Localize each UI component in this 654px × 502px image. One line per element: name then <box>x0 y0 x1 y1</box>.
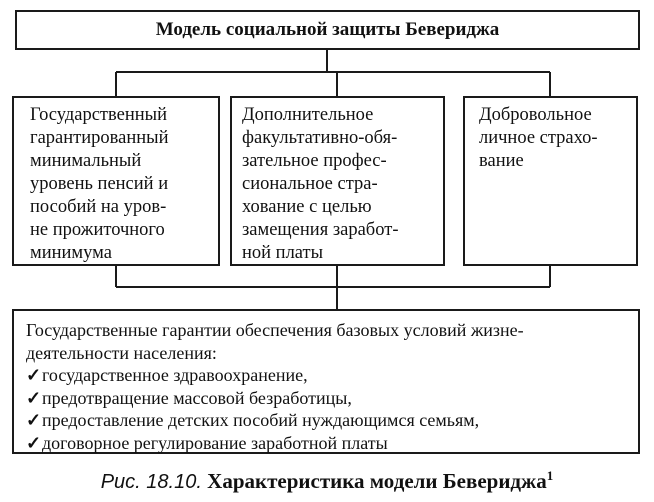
guarantee-item-text: предоставление детских пособий нуждающимся семьям, <box>42 410 480 430</box>
column-line: не прожиточного <box>30 220 165 240</box>
column-line: вание <box>479 151 524 171</box>
diagram-title: Модель социальной защиты Бевериджа <box>155 19 500 40</box>
column-box-voluntary-insurance <box>463 96 638 266</box>
guarantee-item <box>26 432 628 455</box>
column-line: гарантированный <box>30 128 169 148</box>
figure-caption <box>0 468 654 494</box>
footnote-marker: 1 <box>546 468 554 483</box>
diagram-title-box <box>15 10 640 50</box>
checkmark-icon: ✓ <box>26 410 42 430</box>
checkmark-icon: ✓ <box>26 387 42 408</box>
column-line: Дополнительное <box>242 105 374 125</box>
column-line: Государственный <box>30 105 167 125</box>
column-line: зательное профес- <box>242 151 387 171</box>
column-box-professional-insurance <box>230 96 445 266</box>
guarantee-item-text: государственное здравоохранение, <box>42 365 308 385</box>
guarantee-item-text: договорное регулирование заработной платы <box>42 432 388 453</box>
guarantee-item <box>26 364 628 387</box>
column-line: хование с целью <box>242 197 372 217</box>
column-line: ной платы <box>242 243 324 263</box>
column-box-state-minimum <box>12 96 220 266</box>
figure-title: Характеристика модели Бевериджа <box>207 469 547 493</box>
state-guarantees-box <box>12 309 640 454</box>
figure-number: Рис. 18.10. <box>100 471 202 493</box>
column-line: минимальный <box>30 151 142 171</box>
column-line: пособий на уров- <box>30 197 167 217</box>
guarantee-item <box>26 409 628 432</box>
column-line: минимума <box>30 243 112 263</box>
guarantee-item <box>26 387 628 410</box>
column-line: Добровольное <box>479 105 592 125</box>
checkmark-icon: ✓ <box>26 432 42 453</box>
guarantee-item-text: предотвращение массовой безработицы, <box>42 387 352 408</box>
column-line: уровень пенсий и <box>30 174 169 194</box>
column-line: замещения заработ- <box>242 220 399 240</box>
guarantees-intro-line: Государственные гарантии обеспечения базовых условий жизне- <box>26 320 524 340</box>
guarantees-intro-line: деятельности населения: <box>26 342 217 363</box>
checkmark-icon: ✓ <box>26 365 42 385</box>
column-line: факультативно-обя- <box>242 128 398 148</box>
column-line: сиональное стра- <box>242 174 378 194</box>
column-line: личное страхо- <box>479 128 598 148</box>
